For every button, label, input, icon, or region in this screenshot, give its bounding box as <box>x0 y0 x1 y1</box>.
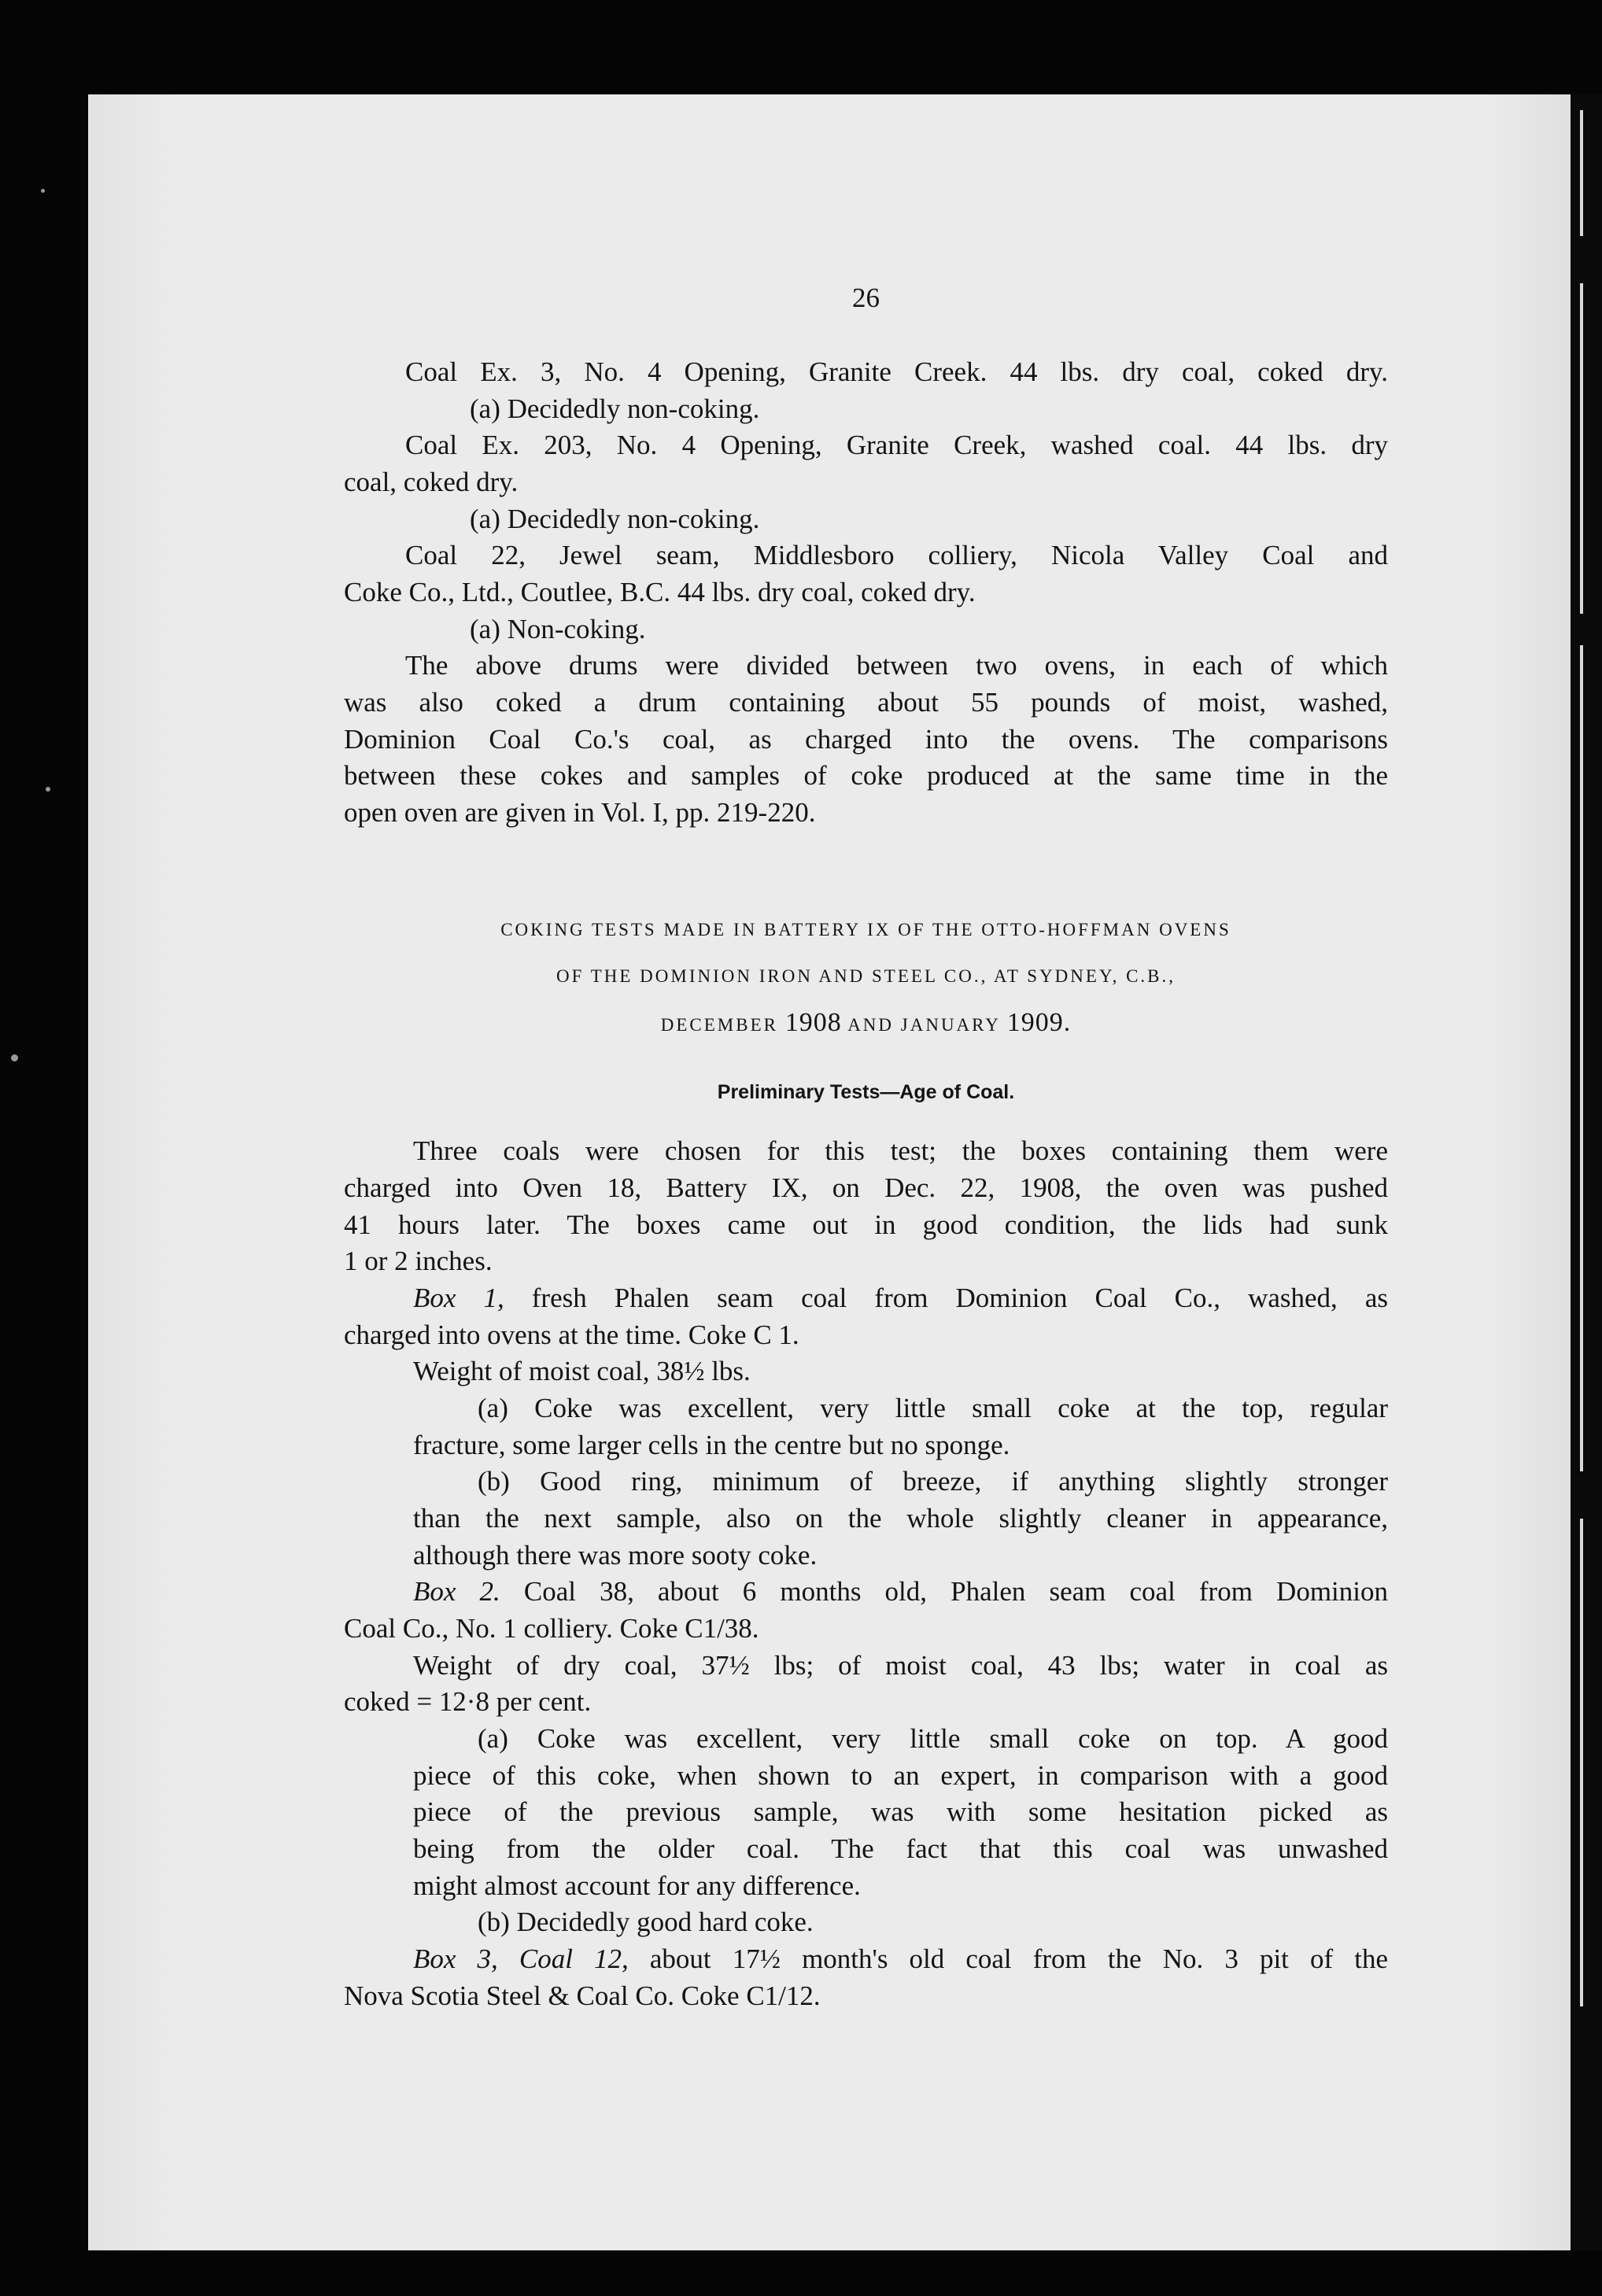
text-line: being from the older coal. The fact that this coal was unwashed <box>413 1833 1388 1864</box>
scan-speck <box>46 787 50 792</box>
text-line: than the next sample, also on the whole slightly cleaner in appearance, <box>413 1503 1388 1534</box>
text-line: charged into Oven 18, Battery IX, on Dec. 22, 1908, the oven was pushed <box>344 1172 1388 1203</box>
scan-speck <box>41 189 45 193</box>
text-line: (a) Decidedly non-coking. <box>470 504 760 534</box>
page-number: 26 <box>852 282 880 313</box>
text-span: fresh Phalen seam coal from Dominion Coal Co., washed, as <box>504 1283 1388 1313</box>
heading-year: 1909. <box>1006 1008 1072 1037</box>
text-line: although there was more sooty coke. <box>413 1540 818 1571</box>
text-line: (a) Coke was excellent, very little small coke on top. A good <box>478 1723 1388 1754</box>
edge-line <box>1580 283 1583 614</box>
text-line: (a) Non-coking. <box>470 614 646 644</box>
text-line: Nova Scotia Steel & Coal Co. Coke C1/12. <box>344 1980 821 2011</box>
right-margin-shadow <box>1571 94 1602 2250</box>
text-line: (b) Decidedly good hard coke. <box>478 1907 814 1937</box>
text-line: Weight of dry coal, 37½ lbs; of moist coal, 43 lbs; water in coal as <box>413 1650 1388 1681</box>
section-heading-line: OF THE DOMINION IRON AND STEEL CO., AT SYDNEY, C.B., <box>556 966 1176 986</box>
subheading: Preliminary Tests—Age of Coal. <box>717 1081 1015 1103</box>
text-line: fracture, some larger cells in the centre but no sponge. <box>413 1430 1010 1460</box>
heading-text: AND JANUARY <box>841 1015 1007 1035</box>
text-line: Dominion Coal Co.'s coal, as charged into the ovens. The comparisons <box>344 724 1388 755</box>
edge-line <box>1580 110 1583 236</box>
text-line: Coke Co., Ltd., Coutlee, B.C. 44 lbs. dry coal, coked dry. <box>344 577 976 607</box>
text-line: piece of this coke, when shown to an expert, in comparison with a good <box>413 1760 1388 1791</box>
text-line: was also coked a drum containing about 55 pounds of moist, washed, <box>344 687 1388 718</box>
text-line: (a) Decidedly non-coking. <box>470 393 760 424</box>
box-label: Box 2. <box>413 1576 500 1607</box>
text-line: charged into ovens at the time. Coke C 1. <box>344 1320 799 1350</box>
text-line: 41 hours later. The boxes came out in good condition, the lids had sunk <box>344 1209 1388 1240</box>
text-line <box>344 1941 1388 1977</box>
text-line: open oven are given in Vol. I, pp. 219-220. <box>344 797 816 828</box>
section-heading-line <box>344 1007 1388 1041</box>
section-heading-line: COKING TESTS MADE IN BATTERY IX OF THE OTTO-HOFFMAN OVENS <box>500 920 1231 939</box>
edge-line <box>1580 1519 1583 2006</box>
text-span: Coal 38, about 6 months old, Phalen seam coal from Dominion <box>500 1576 1388 1607</box>
text-line: coal, coked dry. <box>344 467 519 497</box>
text-line: Weight of moist coal, 38½ lbs. <box>413 1356 751 1386</box>
text-line <box>344 1574 1388 1610</box>
text-line <box>344 1280 1388 1316</box>
box-label: Box 3, Coal 12, <box>413 1943 629 1974</box>
heading-text: DECEMBER <box>660 1015 785 1035</box>
text-line: coked = 12·8 per cent. <box>344 1686 592 1717</box>
text-line: 1 or 2 inches. <box>344 1246 493 1276</box>
text-line: might almost account for any difference. <box>413 1870 861 1901</box>
edge-line <box>1580 645 1583 1471</box>
heading-year: 1908 <box>784 1008 842 1037</box>
text-line: piece of the previous sample, was with some hesitation picked as <box>413 1796 1388 1827</box>
scan-speck <box>11 1054 18 1061</box>
text-line: Coal Co., No. 1 colliery. Coke C1/38. <box>344 1613 759 1644</box>
text-line: between these cokes and samples of coke produced at the same time in the <box>344 760 1388 791</box>
text-line: (a) Coke was excellent, very little small coke at the top, regular <box>478 1393 1388 1423</box>
text-line: Three coals were chosen for this test; the boxes containing them were <box>413 1135 1388 1166</box>
box-label: Box 1, <box>413 1283 504 1313</box>
text-line: The above drums were divided between two ovens, in each of which <box>405 650 1388 681</box>
text-line: Coal Ex. 203, No. 4 Opening, Granite Creek, washed coal. 44 lbs. dry <box>405 430 1388 460</box>
text-span: about 17½ month's old coal from the No. 3 pit of the <box>628 1943 1389 1974</box>
text-line: (b) Good ring, minimum of breeze, if anything slightly stronger <box>478 1466 1388 1497</box>
text-line: Coal Ex. 3, No. 4 Opening, Granite Creek. 44 lbs. dry coal, coked dry. <box>405 356 1388 387</box>
text-line: Coal 22, Jewel seam, Middlesboro colliery, Nicola Valley Coal and <box>405 540 1388 570</box>
